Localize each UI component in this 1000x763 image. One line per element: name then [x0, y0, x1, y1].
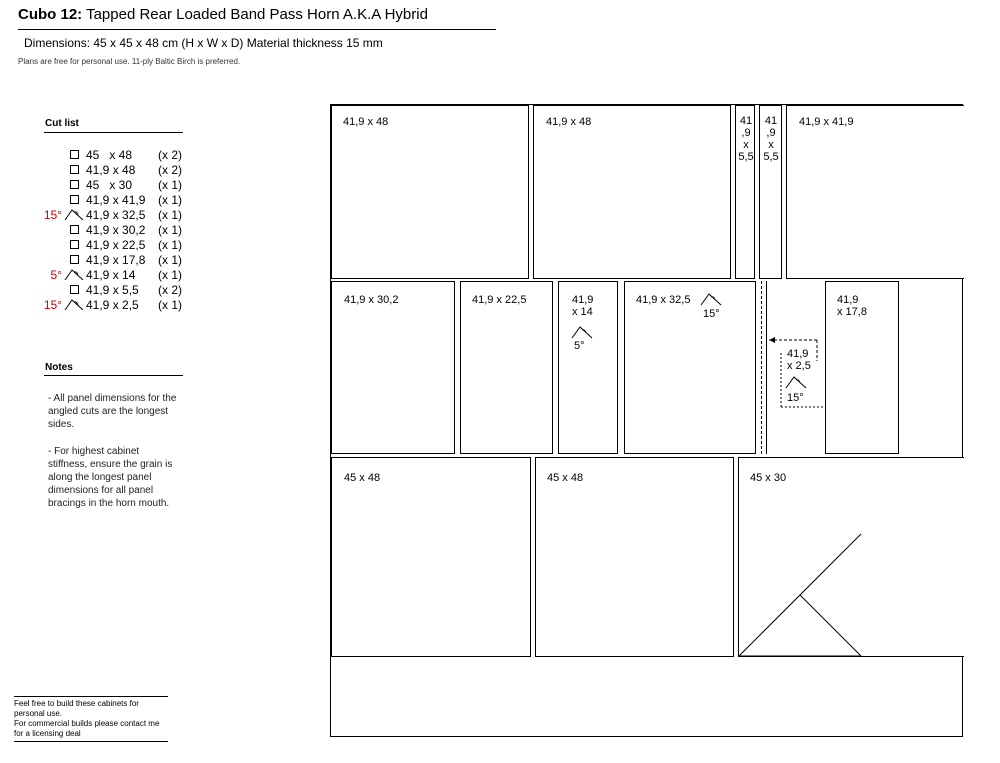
cut-quantity: (x 1)	[158, 208, 182, 222]
cut-dimension: 41,9 x 30,2	[86, 223, 146, 237]
cut-list-item	[40, 148, 190, 163]
panel-label: 41,9 x 22,5	[472, 294, 527, 306]
cut-quantity: (x 2)	[158, 163, 182, 177]
panel-label: 41 ,9 x 5,5	[763, 115, 779, 163]
panel-label: 41,9 x 14	[572, 294, 594, 318]
cut-list-item	[40, 268, 190, 283]
cut-angle-label: 5°	[50, 268, 62, 282]
cut-dimension: 41,9 x 14	[86, 268, 136, 282]
checkbox-icon	[70, 255, 79, 264]
angle-label: 15°	[787, 392, 804, 404]
cut-list-item	[40, 253, 190, 268]
panel-label: 45 x 48	[344, 472, 381, 484]
cut-quantity: (x 2)	[158, 148, 182, 162]
checkbox-icon	[70, 165, 79, 174]
panel-41-9x48	[533, 105, 731, 279]
cut-list-item	[40, 208, 190, 223]
panel-45x48	[331, 457, 531, 657]
title-divider	[18, 29, 496, 30]
checkbox-icon	[70, 195, 79, 204]
panel-label: 45 x 30	[750, 472, 787, 484]
checkbox-icon	[70, 240, 79, 249]
angle-label: 5°	[574, 340, 585, 352]
angle-label: 15°	[703, 308, 720, 320]
cut-list-item	[40, 238, 190, 253]
note-item: - All panel dimensions for the angled cuts are the longest sides.	[48, 393, 177, 430]
cut-dimension: 45 x 30	[86, 178, 133, 192]
cut-quantity: (x 1)	[158, 178, 182, 192]
cut-list-item	[40, 178, 190, 193]
cut-angle-label: 15°	[43, 298, 62, 312]
panel-41-9x41-9	[786, 105, 964, 279]
panel-label: 41 ,9 x 5,5	[738, 115, 754, 163]
angle-cut-icon	[64, 298, 84, 310]
notes-heading: Notes	[45, 362, 73, 373]
angle-cut-icon	[571, 325, 593, 339]
cut-dimension: 41,9 x 41,9	[86, 193, 146, 207]
panel-label: 41,9 x 17,8	[837, 294, 867, 318]
cut-quantity: (x 1)	[158, 223, 182, 237]
cut-list-item	[40, 163, 190, 178]
cut-dimension: 41,9 x 32,5	[86, 208, 146, 222]
checkbox-icon	[70, 180, 79, 189]
cut-dimension: 41,9 x 17,8	[86, 253, 146, 267]
dimensions-line: Dimensions: 45 x 45 x 48 cm (H x W x D) Material thickness 15 mm	[24, 36, 383, 50]
panel-label: 41,9 x 41,9	[799, 116, 854, 128]
panel-41-9x17-8	[825, 281, 899, 454]
checkbox-icon	[70, 150, 79, 159]
checkbox-icon	[70, 225, 79, 234]
cut-dimension: 41,9 x 2,5	[86, 298, 139, 312]
panel-label: 41,9 x 48	[343, 116, 389, 128]
triangle-cut-diagram	[739, 458, 965, 658]
panel-label: 45 x 48	[547, 472, 584, 484]
license-line: Feel free to build these cabinets for personal use.	[14, 699, 139, 718]
angle-cut-icon	[700, 292, 722, 306]
cut-dimension: 45 x 48	[86, 148, 133, 162]
panel-label: 41,9 x 2,5	[787, 348, 811, 372]
panel-41-9x48	[331, 105, 529, 279]
angle-cut-icon	[64, 208, 84, 220]
cut-list-item	[40, 223, 190, 238]
cut-dimension: 41,9 x 5,5	[86, 283, 139, 297]
cut-list-divider	[44, 132, 183, 133]
license-line: For commercial builds please contact me for a licensing deal	[14, 719, 160, 738]
panel-41-9x30-2	[331, 281, 455, 454]
panel-41-9x22-5	[460, 281, 553, 454]
cut-quantity: (x 1)	[158, 298, 182, 312]
cut-list-item	[40, 298, 190, 313]
cut-quantity: (x 2)	[158, 283, 182, 297]
angle-cut-icon	[785, 375, 807, 389]
notes-divider	[44, 375, 183, 376]
panel-41-9x14	[558, 281, 618, 454]
page-title: Cubo 12: Tapped Rear Loaded Band Pass Horn A.K.A Hybrid	[18, 6, 428, 23]
cut-list-heading: Cut list	[45, 118, 79, 129]
cut-quantity: (x 1)	[158, 193, 182, 207]
panel-45x48	[535, 457, 734, 657]
cut-angle-label: 15°	[43, 208, 62, 222]
free-use-note: Plans are free for personal use. 11-ply Baltic Birch is preferred.	[18, 57, 241, 66]
panel-41-9x5-5	[735, 105, 755, 279]
cut-dimension: 41,9 x 48	[86, 163, 136, 177]
cutting-sheet	[330, 104, 963, 737]
cut-quantity: (x 1)	[158, 268, 182, 282]
cut-quantity: (x 1)	[158, 238, 182, 252]
checkbox-icon	[70, 285, 79, 294]
panel-45x30	[738, 457, 964, 657]
panel-label: 41,9 x 32,5	[636, 294, 691, 306]
cut-list-item	[40, 283, 190, 298]
cut-quantity: (x 1)	[158, 253, 182, 267]
note-item: - For highest cabinet stiffness, ensure the grain is along the longest panel dimensions for all panel bracings in the horn mouth.	[48, 446, 173, 509]
cut-list-item	[40, 193, 190, 208]
panel-41-9x5-5	[759, 105, 782, 279]
panel-label: 41,9 x 30,2	[344, 294, 399, 306]
license-note	[14, 696, 168, 742]
cut-dimension: 41,9 x 22,5	[86, 238, 146, 252]
panel-label: 41,9 x 48	[546, 116, 592, 128]
angle-cut-icon	[64, 268, 84, 280]
panel-41-9x32-5	[624, 281, 756, 454]
